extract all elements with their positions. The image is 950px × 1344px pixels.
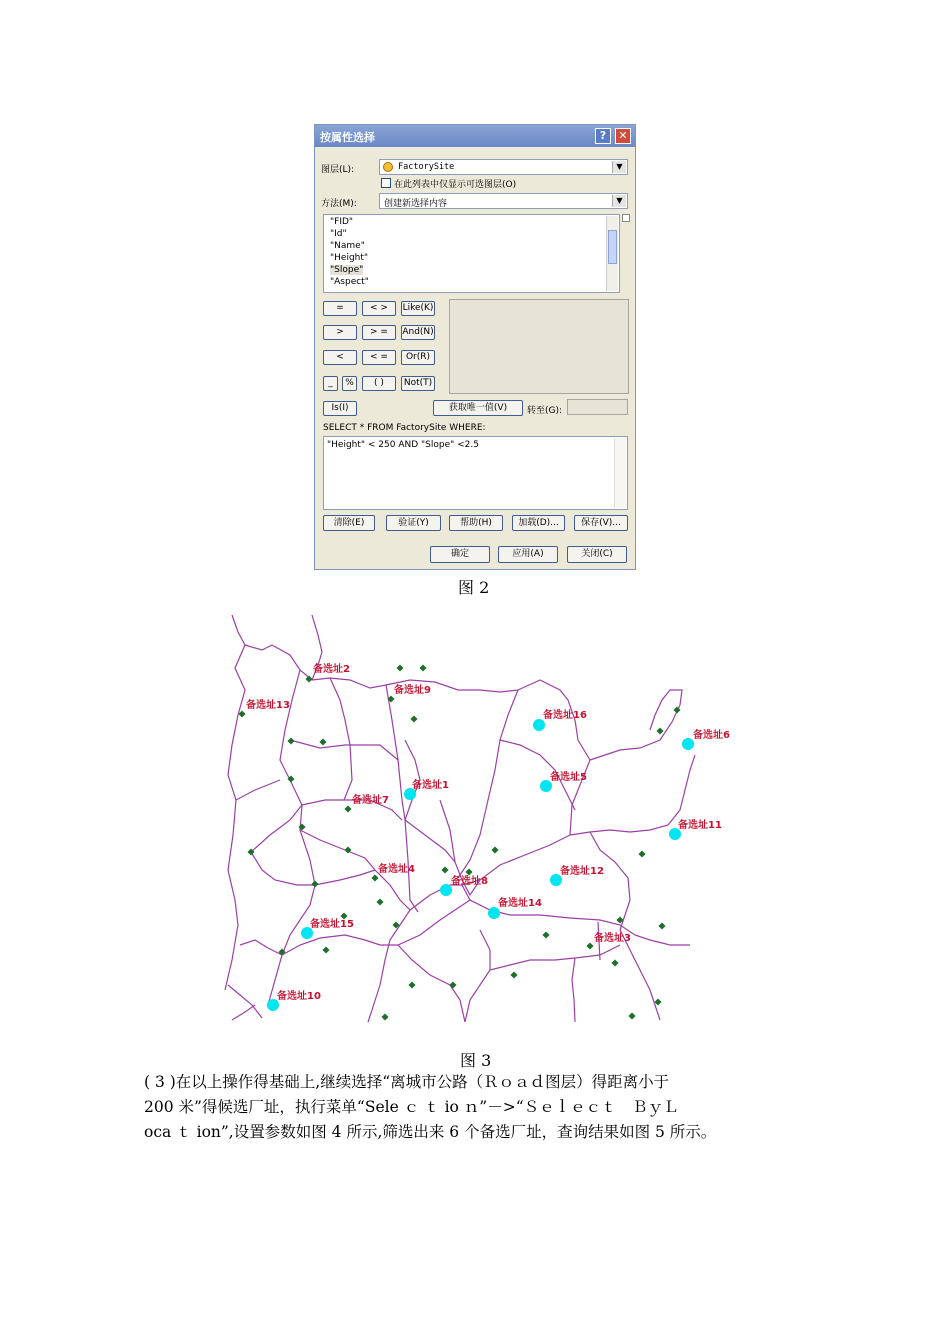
- get-unique-values-button[interactable]: 获取唯一值(V): [433, 400, 523, 416]
- close-icon[interactable]: ✕: [615, 128, 631, 144]
- map-point: [542, 931, 549, 938]
- map-point: [441, 866, 448, 873]
- paragraph-line: 200 米”得候选厂址，执行菜单“Sele ｃ ｔ io ｎ”－>“Ｓｅｌｅｃｔ ＢｙＬ: [144, 1098, 679, 1116]
- map-point: [319, 738, 326, 745]
- verify-button[interactable]: 验证(Y): [386, 515, 441, 531]
- candidate-label: 备选址1: [412, 780, 449, 791]
- op-not-equal-button[interactable]: < >: [362, 301, 396, 316]
- method-label: 方法(M):: [321, 199, 357, 209]
- road-network: [225, 615, 695, 1022]
- map-point: [381, 1013, 388, 1020]
- op-or-button[interactable]: Or(R): [401, 350, 435, 365]
- where-label: SELECT * FROM FactorySite WHERE:: [323, 423, 486, 433]
- op-percent-button[interactable]: %: [342, 376, 357, 391]
- op-is-button[interactable]: Is(I): [323, 401, 357, 416]
- op-underscore-button[interactable]: _: [323, 376, 338, 391]
- map-point: [396, 664, 403, 671]
- op-equal-button[interactable]: =: [323, 301, 357, 316]
- map-point: [586, 942, 593, 949]
- figure3-caption: 图 3: [460, 1051, 492, 1070]
- help-text-button[interactable]: 帮助(H): [449, 515, 503, 531]
- op-greater-equal-button[interactable]: > =: [362, 325, 396, 340]
- map-point: [673, 706, 680, 713]
- candidate-label: 备选址9: [394, 685, 431, 696]
- map-point: [628, 1012, 635, 1019]
- candidate-label: 备选址7: [352, 795, 389, 806]
- close-button[interactable]: 关闭(C): [567, 546, 627, 563]
- map-point: [654, 998, 661, 1005]
- candidate-label: 备选址10: [277, 991, 321, 1002]
- paragraph-line: ( 3 )在以上操作得基础上,继续选择“离城市公路（Ｒｏａｄ图层）得距离小于: [144, 1073, 670, 1091]
- candidate-label: 备选址2: [313, 664, 350, 675]
- layer-value: FactorySite: [398, 162, 455, 172]
- candidate-label: 备选址5: [550, 772, 587, 783]
- op-greater-button[interactable]: >: [323, 325, 357, 340]
- map-point: [656, 727, 663, 734]
- op-parentheses-button[interactable]: ( ): [362, 376, 396, 391]
- load-button[interactable]: 加载(D)...: [512, 515, 565, 531]
- map-point: [376, 898, 383, 905]
- layer-label: 图层(L):: [321, 165, 355, 175]
- map-point: [311, 880, 318, 887]
- candidate-label: 备选址15: [310, 919, 354, 930]
- help-button[interactable]: ?: [595, 128, 611, 144]
- candidate-label: 备选址4: [378, 864, 415, 875]
- goto-label: 转至(G):: [527, 406, 563, 416]
- expression-value: "Height" < 250 AND "Slope" <2.5: [327, 440, 479, 450]
- save-button[interactable]: 保存(V)...: [574, 515, 628, 531]
- field-item[interactable]: "Aspect": [330, 277, 369, 287]
- candidate-labels: [246, 662, 730, 1002]
- clear-button[interactable]: 清除(E): [323, 515, 375, 531]
- ok-button[interactable]: 确定: [430, 546, 490, 563]
- field-item[interactable]: "FID": [330, 217, 354, 227]
- candidate-label: 备选址12: [560, 866, 604, 877]
- candidate-label: 备选址14: [498, 898, 542, 909]
- op-less-button[interactable]: <: [323, 350, 357, 365]
- map-point: [491, 846, 498, 853]
- map-point: [344, 805, 351, 812]
- figure2-caption: 图 2: [458, 578, 490, 597]
- method-value: 创建新选择内容: [384, 199, 448, 209]
- map-point: [658, 922, 665, 929]
- body-paragraph: [144, 1070, 814, 1145]
- map-point: [419, 664, 426, 671]
- field-item[interactable]: "Name": [330, 241, 365, 251]
- map-point: [371, 874, 378, 881]
- map-point: [322, 946, 329, 953]
- field-item[interactable]: "Id": [330, 229, 347, 239]
- chevron-down-icon: ▼: [612, 161, 626, 173]
- op-like-button[interactable]: Like(K): [401, 301, 435, 316]
- field-item-selected[interactable]: "Slope": [330, 265, 364, 275]
- op-not-button[interactable]: Not(T): [401, 376, 435, 391]
- map-point: [410, 715, 417, 722]
- selectable-only-label: 在此列表中仅显示可选图层(O): [394, 180, 517, 190]
- candidate-label: 备选址6: [693, 730, 730, 741]
- dialog-title: 按属性选择: [320, 131, 375, 144]
- candidate-label: 备选址16: [543, 710, 587, 721]
- candidate-label: 备选址13: [246, 700, 290, 711]
- op-less-equal-button[interactable]: < =: [362, 350, 396, 365]
- map-point: [449, 981, 456, 988]
- candidate-sites: [267, 719, 694, 1011]
- apply-button[interactable]: 应用(A): [498, 546, 558, 563]
- chevron-down-icon: ▼: [612, 195, 626, 207]
- candidate-label: 备选址3: [594, 933, 631, 944]
- map-point: [408, 981, 415, 988]
- field-item[interactable]: "Height": [330, 253, 369, 263]
- map-point: [305, 675, 312, 682]
- op-and-button[interactable]: And(N): [401, 325, 435, 340]
- map-point: [465, 868, 472, 875]
- map-point: [510, 971, 517, 978]
- candidate-label: 备选址11: [678, 820, 722, 831]
- map-point: [611, 959, 618, 966]
- map-point: [638, 850, 645, 857]
- map-point: [287, 737, 294, 744]
- paragraph-line: oca ｔ ion”,设置参数如图 4 所示,筛选出来 6 个备选厂址，查询结果如图 5 所示。: [144, 1123, 717, 1141]
- candidate-label: 备选址8: [451, 876, 488, 887]
